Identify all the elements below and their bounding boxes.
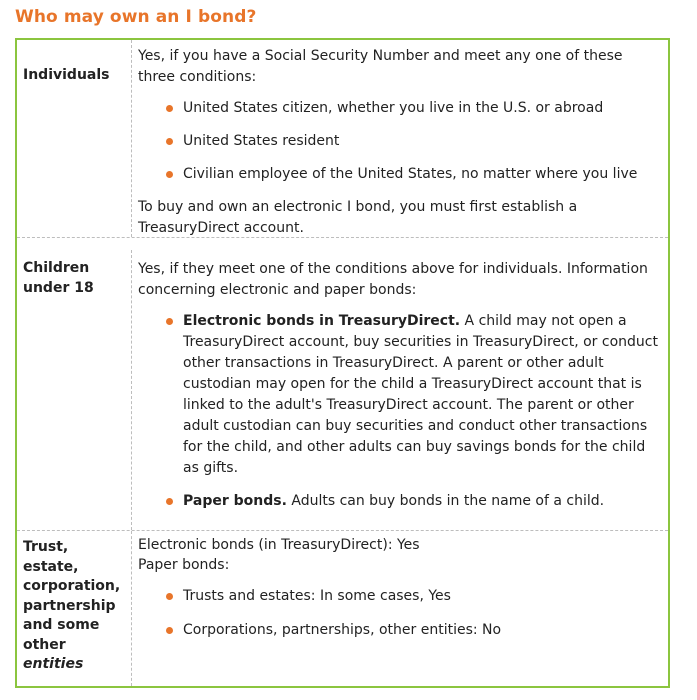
table-row-entities [17, 531, 668, 686]
individuals-conditions-list [138, 98, 660, 185]
bullet-icon [166, 318, 173, 325]
entities-electronic-line: Electronic bonds (in TreasuryDirect): Yes [138, 537, 420, 553]
electronic-bonds-text: A child may not open a TreasuryDirect account, buy securities in TreasuryDirect, or conduct other transactions in TreasuryDirect. A parent or other adult custodian may open for the child a TreasuryDirect account that is linked to the adult's TreasuryDirect account. The parent or other adult custodian can buy securities and conduct other transactions for the child, and other adults can buy savings bonds for the child as gifts. [183, 313, 658, 476]
individuals-intro: Yes, if you have a Social Security Number and meet any one of these three conditions: [138, 48, 623, 85]
list-item-text: United States resident [183, 133, 340, 149]
table-row-individuals [17, 40, 668, 238]
column-divider [131, 40, 132, 237]
bullet-icon [166, 105, 173, 112]
bullet-icon [166, 171, 173, 178]
list-item-text: Civilian employee of the United States, no matter where you live [183, 166, 638, 182]
table-row-children [17, 250, 668, 531]
list-item-text: United States citizen, whether you live in the U.S. or abroad [183, 100, 604, 116]
paper-bonds-heading: Paper bonds. [183, 493, 287, 509]
row-content-children [138, 259, 660, 512]
row-label-children: Children under 18 [23, 260, 94, 296]
children-intro: Yes, if they meet one of the conditions above for individuals. Information concerning electronic and paper bonds: [138, 261, 648, 298]
list-item [138, 586, 660, 607]
list-item [138, 98, 660, 119]
list-item [138, 491, 660, 512]
list-item-text: Corporations, partnerships, other entities: No [183, 622, 502, 638]
children-bond-types-list [138, 311, 660, 512]
list-item [138, 620, 660, 641]
column-divider [131, 250, 132, 530]
electronic-bonds-heading: Electronic bonds in TreasuryDirect. [183, 313, 461, 329]
list-item-text: Trusts and estates: In some cases, Yes [183, 588, 451, 604]
page-title: Who may own an I bond? [15, 7, 257, 27]
bullet-icon [166, 593, 173, 600]
list-item [138, 311, 660, 479]
bullet-icon [166, 498, 173, 505]
paper-bonds-text: Adults can buy bonds in the name of a child. [286, 493, 605, 509]
column-divider [131, 531, 132, 686]
list-item [138, 131, 660, 152]
eligibility-table [15, 38, 670, 688]
row-label-entities-italic: entities [23, 656, 84, 672]
entities-paper-line: Paper bonds: [138, 556, 230, 573]
row-label-entities-bold: Trust, estate, corporation, partnership and some other [23, 539, 121, 653]
bullet-icon [166, 627, 173, 634]
bullet-icon [166, 138, 173, 145]
row-label-entities [23, 538, 123, 675]
list-item [138, 164, 660, 185]
row-content-individuals [138, 46, 660, 239]
individuals-outro: To buy and own an electronic I bond, you must first establish a TreasuryDirect account. [138, 199, 578, 236]
row-content-entities [138, 536, 660, 641]
entities-list [138, 586, 660, 641]
row-label-individuals: Individuals [23, 67, 110, 83]
